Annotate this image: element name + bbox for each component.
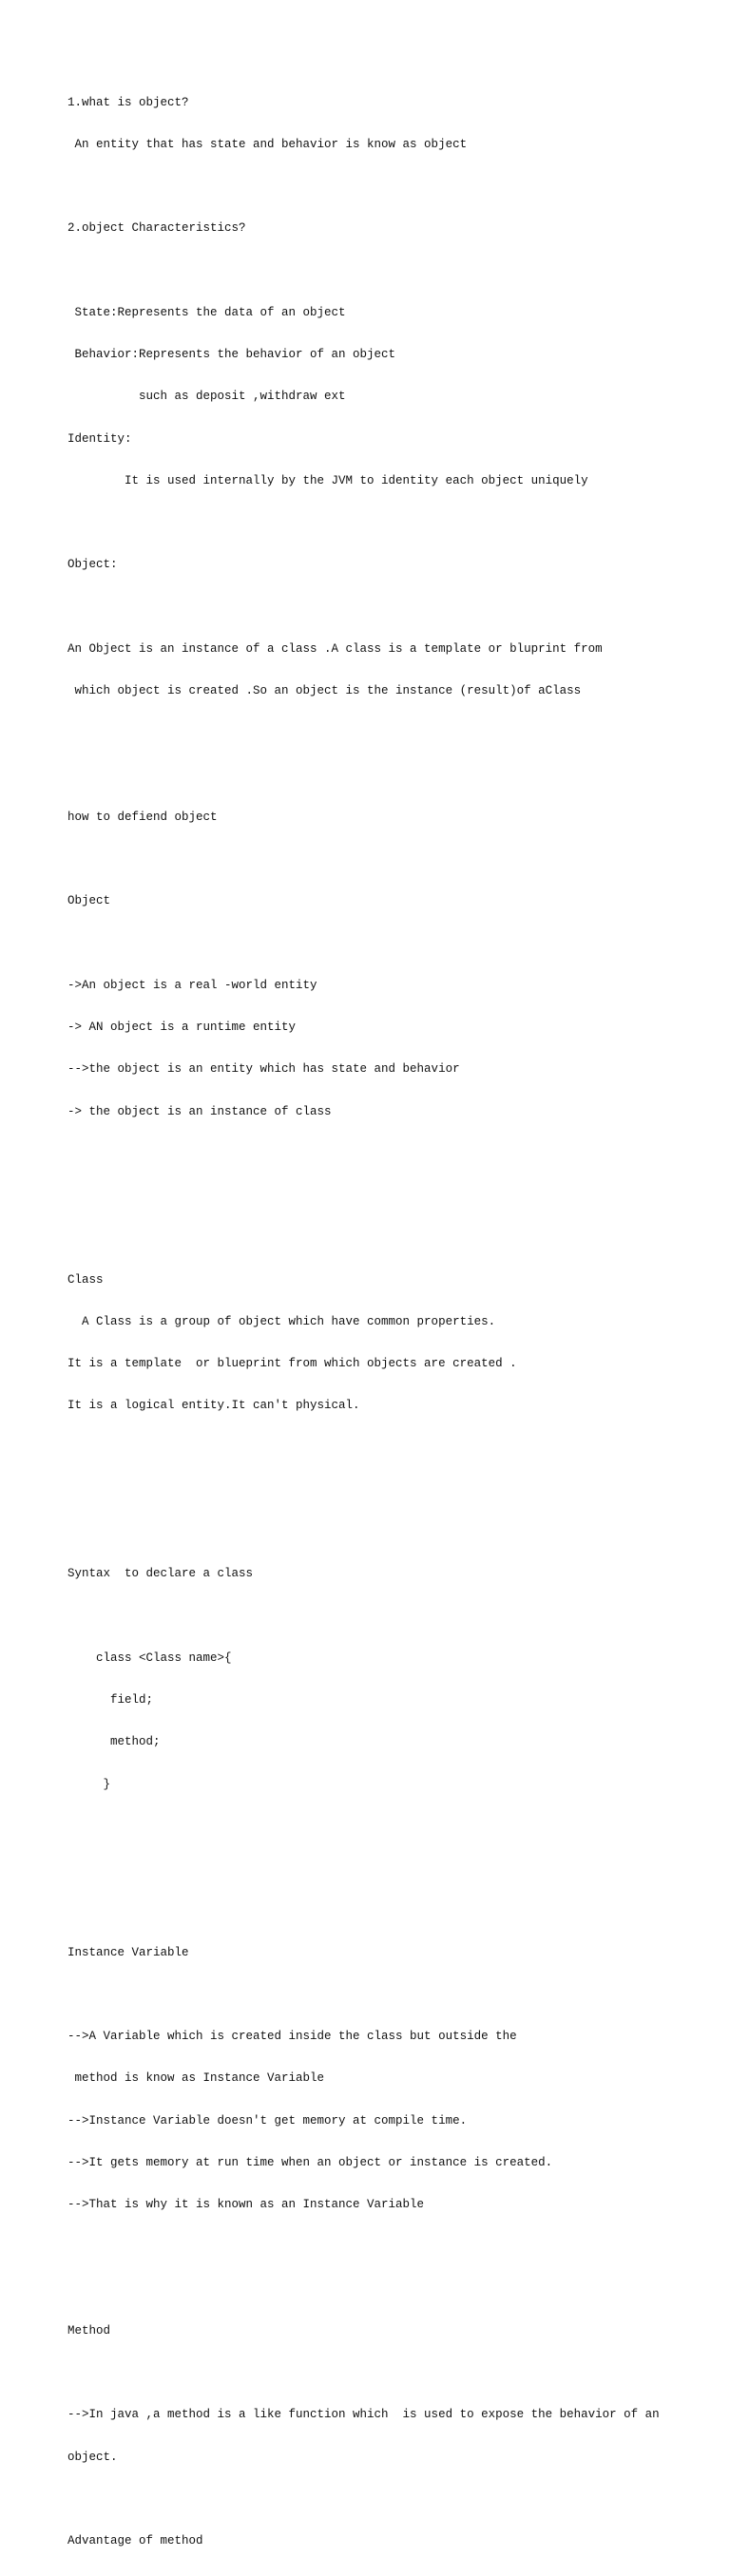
text-line	[67, 1903, 714, 1918]
text-line	[67, 1147, 714, 1161]
text-line	[67, 180, 714, 194]
text-line	[67, 1610, 714, 1624]
text-line	[67, 516, 714, 530]
text-line: object.	[67, 2450, 118, 2464]
text-line: Instance Variable	[67, 1945, 189, 1959]
text-line: method is know as Instance Variable	[67, 2071, 325, 2086]
text-line: method;	[67, 1735, 161, 1749]
text-line: -->the object is an entity which has state and behavior	[67, 1062, 460, 1077]
text-line: class <Class name>{	[67, 1651, 232, 1665]
document-text	[67, 67, 714, 2576]
text-line: Class	[67, 1272, 104, 1287]
text-line: Behavior:Represents the behavior of an object	[67, 348, 396, 361]
text-line	[67, 1441, 714, 1456]
text-line: which object is created .So an object is the instance (result)of aClass	[67, 684, 582, 697]
text-line: Identity:	[67, 431, 132, 446]
text-line: 2.object Characteristics?	[67, 221, 246, 236]
text-line	[67, 2492, 714, 2507]
text-line: Object:	[67, 558, 118, 572]
text-line: ->An object is a real -world entity	[67, 978, 317, 992]
text-line	[67, 769, 714, 783]
text-line: It is used internally by the JVM to identity each object uniquely	[67, 473, 588, 487]
text-line: 1.what is object?	[67, 95, 189, 109]
text-line: field;	[67, 1693, 154, 1707]
text-line	[67, 726, 714, 740]
text-line: Method	[67, 2323, 111, 2337]
text-line: how to defiend object	[67, 810, 218, 824]
text-line	[67, 1988, 714, 2002]
text-line: -->In java ,a method is a like function which is used to expose the behavior of an	[67, 2408, 660, 2422]
text-line	[67, 1820, 714, 1834]
text-line	[67, 264, 714, 278]
text-line	[67, 1189, 714, 1203]
text-line	[67, 1483, 714, 1498]
text-line	[67, 852, 714, 867]
text-line: -->It gets memory at run time when an object or instance is created.	[67, 2155, 553, 2169]
text-line	[67, 1525, 714, 1539]
text-line: Advantage of method	[67, 2534, 203, 2547]
text-line: It is a logical entity.It can't physical.	[67, 1399, 360, 1413]
text-line	[67, 2366, 714, 2380]
text-line: State:Represents the data of an object	[67, 305, 346, 319]
text-line: -->A Variable which is created inside the class but outside the	[67, 2030, 517, 2043]
text-line: -> AN object is a runtime entity	[67, 1021, 297, 1034]
text-line: An Object is an instance of a class .A class is a template or bluprint from	[67, 641, 603, 656]
text-line: Object	[67, 894, 111, 908]
text-line	[67, 2240, 714, 2254]
text-line: }	[67, 1777, 111, 1791]
text-line: Syntax to declare a class	[67, 1567, 254, 1581]
text-line	[67, 601, 714, 615]
text-line	[67, 1861, 714, 1876]
text-line: An entity that has state and behavior is know as object	[67, 137, 468, 151]
text-line	[67, 937, 714, 951]
text-line: -->That is why it is known as an Instance Variable	[67, 2198, 425, 2211]
text-line: -> the object is an instance of class	[67, 1104, 332, 1118]
text-line	[67, 2282, 714, 2297]
text-line: A Class is a group of object which have common properties.	[67, 1314, 496, 1328]
text-line	[67, 1231, 714, 1245]
text-line: It is a template or blueprint from which objects are created .	[67, 1357, 517, 1370]
text-line: such as deposit ,withdraw ext	[67, 390, 346, 404]
text-line: -->Instance Variable doesn't get memory at compile time.	[67, 2113, 468, 2128]
